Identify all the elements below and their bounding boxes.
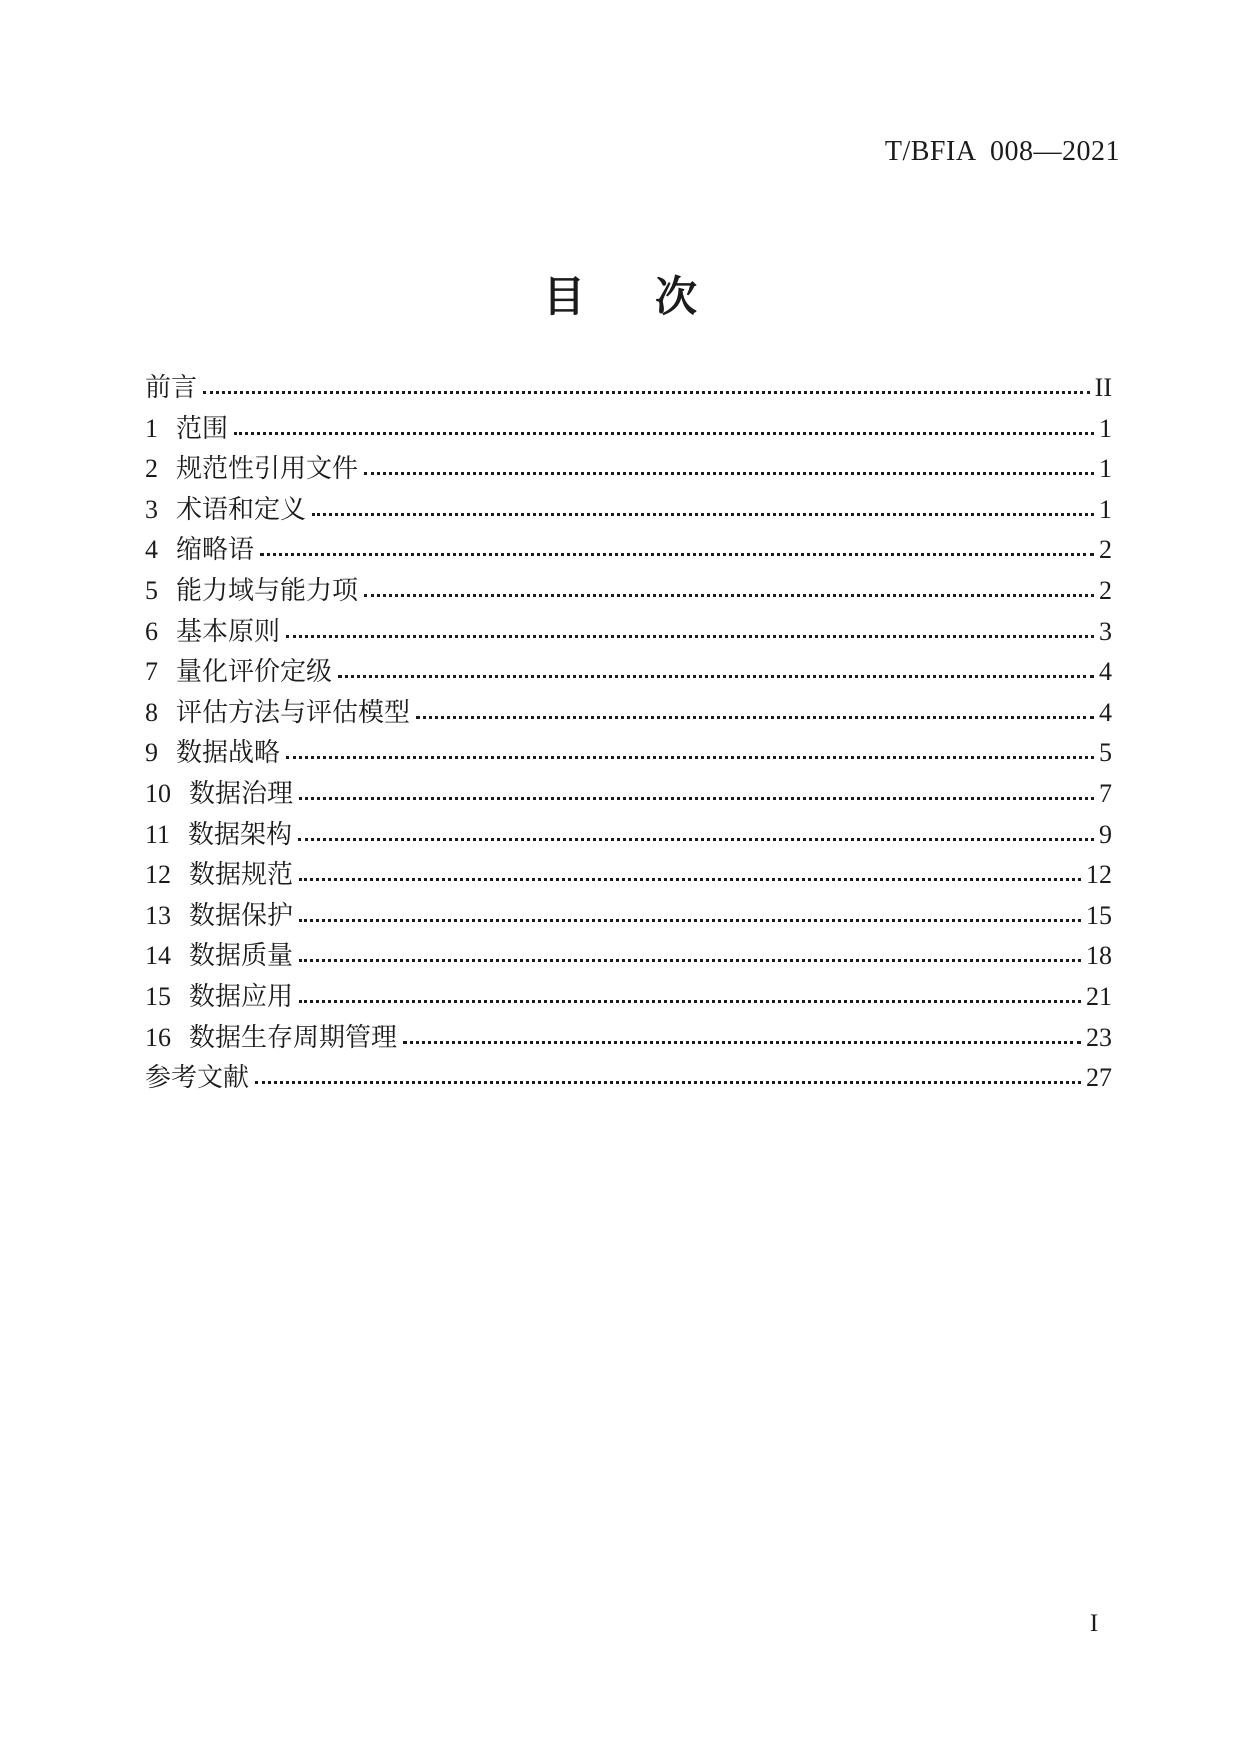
toc-entry-number: 11 bbox=[145, 819, 171, 849]
page-title: 目 次 bbox=[542, 273, 711, 320]
toc-entry-number: 3 bbox=[145, 494, 158, 524]
toc-dot-leader bbox=[299, 878, 1081, 881]
toc-entry-page: 7 bbox=[1099, 778, 1112, 808]
toc-entry-label: 数据战略 bbox=[176, 738, 281, 768]
toc-entry-label: 参考文献 bbox=[145, 1063, 250, 1093]
toc-entry-page: 2 bbox=[1099, 535, 1112, 565]
toc-entry bbox=[145, 855, 1112, 896]
toc-entry-page: II bbox=[1094, 373, 1112, 402]
toc-dot-leader bbox=[312, 513, 1094, 516]
toc-entry-label: 数据质量 bbox=[189, 941, 294, 971]
toc-dot-leader bbox=[403, 1041, 1081, 1044]
toc-entry bbox=[145, 1058, 1112, 1099]
toc-entry-number: 7 bbox=[145, 657, 158, 687]
toc-entry bbox=[145, 530, 1112, 571]
toc-entry bbox=[145, 977, 1112, 1018]
toc-dot-leader bbox=[260, 553, 1094, 556]
toc-dot-leader bbox=[364, 594, 1094, 597]
toc-dot-leader bbox=[298, 838, 1094, 841]
toc-entry-page: 5 bbox=[1099, 738, 1112, 768]
toc-entry-label: 量化评价定级 bbox=[176, 657, 333, 687]
toc-entry-number: 1 bbox=[145, 413, 158, 443]
toc-entry-page: 4 bbox=[1099, 697, 1112, 727]
toc-entry bbox=[145, 571, 1112, 612]
toc-list bbox=[145, 368, 1112, 1099]
toc-entry-number: 10 bbox=[145, 778, 171, 808]
toc-dot-leader bbox=[299, 919, 1081, 922]
toc-entry bbox=[145, 1018, 1112, 1059]
toc-entry-number: 8 bbox=[145, 697, 158, 727]
toc-entry bbox=[145, 652, 1112, 693]
toc-dot-leader bbox=[364, 472, 1094, 475]
toc-entry bbox=[145, 693, 1112, 734]
toc-entry-number: 15 bbox=[145, 981, 171, 1011]
toc-entry-label: 数据保护 bbox=[189, 900, 294, 930]
toc-entry-label: 规范性引用文件 bbox=[176, 454, 359, 484]
toc-entry-label: 数据规范 bbox=[189, 860, 294, 890]
toc-entry-page: 2 bbox=[1099, 575, 1112, 605]
toc-dot-leader bbox=[286, 635, 1094, 638]
toc-entry bbox=[145, 896, 1112, 937]
toc-entry-label: 范围 bbox=[176, 413, 229, 443]
toc-entry-page: 1 bbox=[1099, 413, 1112, 443]
toc-entry-label: 缩略语 bbox=[176, 535, 255, 565]
toc-entry-page: 4 bbox=[1099, 657, 1112, 687]
toc-entry-page: 1 bbox=[1099, 494, 1112, 524]
toc-entry-number: 14 bbox=[145, 941, 171, 971]
toc-entry bbox=[145, 733, 1112, 774]
toc-entry-number: 16 bbox=[145, 1022, 171, 1052]
toc-dot-leader bbox=[234, 432, 1094, 435]
toc-entry-number: 13 bbox=[145, 900, 171, 930]
toc-dot-leader bbox=[299, 797, 1094, 800]
toc-entry-number: 2 bbox=[145, 454, 158, 484]
toc-entry bbox=[145, 490, 1112, 531]
toc-entry bbox=[145, 774, 1112, 815]
toc-dot-leader bbox=[299, 959, 1081, 962]
toc-entry-label: 前言 bbox=[145, 373, 198, 402]
toc-dot-leader bbox=[416, 716, 1094, 719]
toc-entry-label: 评估方法与评估模型 bbox=[176, 697, 411, 727]
toc-entry-page: 15 bbox=[1086, 900, 1112, 930]
toc-entry-number: 6 bbox=[145, 616, 158, 646]
toc-entry-label: 能力域与能力项 bbox=[176, 575, 359, 605]
toc-entry bbox=[145, 612, 1112, 653]
toc-entry-page: 23 bbox=[1086, 1022, 1112, 1052]
toc-entry-page: 21 bbox=[1086, 981, 1112, 1011]
footer-page-number: I bbox=[1089, 1610, 1099, 1637]
toc-entry bbox=[145, 368, 1112, 409]
toc-entry-label: 基本原则 bbox=[176, 616, 281, 646]
toc-entry bbox=[145, 936, 1112, 977]
toc-entry-page: 12 bbox=[1086, 860, 1112, 890]
toc-entry-page: 3 bbox=[1099, 616, 1112, 646]
toc-entry bbox=[145, 815, 1112, 856]
toc-entry-label: 数据应用 bbox=[189, 981, 294, 1011]
toc-entry-number: 12 bbox=[145, 860, 171, 890]
toc-entry bbox=[145, 449, 1112, 490]
standard-number: T/BFIA 008—2021 bbox=[884, 136, 1120, 167]
toc-dot-leader bbox=[299, 1000, 1081, 1003]
toc-entry bbox=[145, 409, 1112, 450]
toc-entry-label: 术语和定义 bbox=[176, 494, 307, 524]
toc-entry-page: 18 bbox=[1086, 941, 1112, 971]
toc-entry-number: 4 bbox=[145, 535, 158, 565]
toc-entry-number: 5 bbox=[145, 575, 158, 605]
toc-entry-label: 数据治理 bbox=[189, 778, 294, 808]
toc-entry-label: 数据架构 bbox=[188, 819, 293, 849]
toc-entry-page: 27 bbox=[1086, 1063, 1112, 1093]
toc-dot-leader bbox=[203, 391, 1090, 394]
toc-dot-leader bbox=[255, 1081, 1081, 1084]
toc-entry-page: 9 bbox=[1099, 819, 1112, 849]
toc-dot-leader bbox=[338, 675, 1094, 678]
toc-entry-page: 1 bbox=[1099, 454, 1112, 484]
toc-dot-leader bbox=[286, 756, 1094, 759]
toc-entry-number: 9 bbox=[145, 738, 158, 768]
toc-entry-label: 数据生存周期管理 bbox=[189, 1022, 398, 1052]
